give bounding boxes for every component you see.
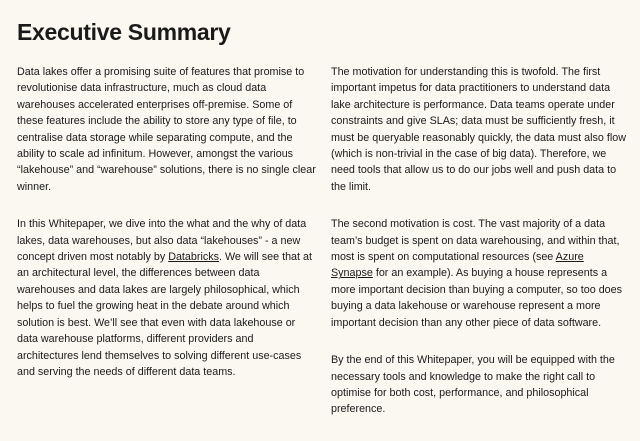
right-column	[331, 64, 627, 439]
paragraph-cost	[331, 216, 627, 331]
paragraph-intro: Data lakes offer a promising suite of features that promise to revolutionise data infrastructure, much as cloud data warehouses accelerated enterprises off-premise. Some of these features include the ability to store any type of file, to centralise data storage while separating compute, and the ability to scale ad infinitum. However, amongst the various “lakehouse” and “warehouse” solutions, there is no single clear winner.	[17, 66, 316, 193]
paragraph-text: The second motivation is cost. The vast majority of a data team’s budget is spent on data warehousing, and within that, most is spent on computational resources (see	[331, 218, 620, 264]
left-column	[17, 64, 317, 401]
paragraph-text: . We will see that at an architectural level, the differences between data warehouses and data lakes are largely philosophical, which helps to fuel the growing heat in the debate around which solution is best. We’ll see that even with data lakehouse or data warehouse platforms, different providers and architectures lend themselves to solving different use-cases and serving the needs of different data teams.	[17, 251, 312, 378]
page-title: Executive Summary	[17, 19, 231, 45]
paragraph-whitepaper-overview	[17, 216, 317, 380]
paragraph-motivation: The motivation for understanding this is twofold. The first important impetus for data practitioners to understand data lake architecture is performance. Data teams operate under constraints and give SLAs; data must be sufficiently fresh, it must be queryable reasonably quickly, the data must also flow (which is non-trivial in the case of big data). Therefore, we need tools that allow us to do our jobs well and push data to the limit.	[331, 66, 626, 193]
paragraph-conclusion: By the end of this Whitepaper, you will be equipped with the necessary tools and knowledge to make the right call to optimise for both cost, performance, and philosophical preference.	[331, 354, 615, 416]
databricks-link[interactable]: Databricks	[168, 251, 219, 264]
paragraph-text: for an example). As buying a house represents a more important decision than buying a computer, so too does buying a data lakehouse or warehouse represent a more important decision than any other piece of data software.	[331, 267, 623, 329]
azure-synapse-link[interactable]: Azure Synapse	[331, 251, 584, 280]
paragraph-text: In this Whitepaper, we dive into the what and the why of data lakes, data warehouses, but also data “lakehouses” - a new concept driven most notably by	[17, 218, 307, 264]
